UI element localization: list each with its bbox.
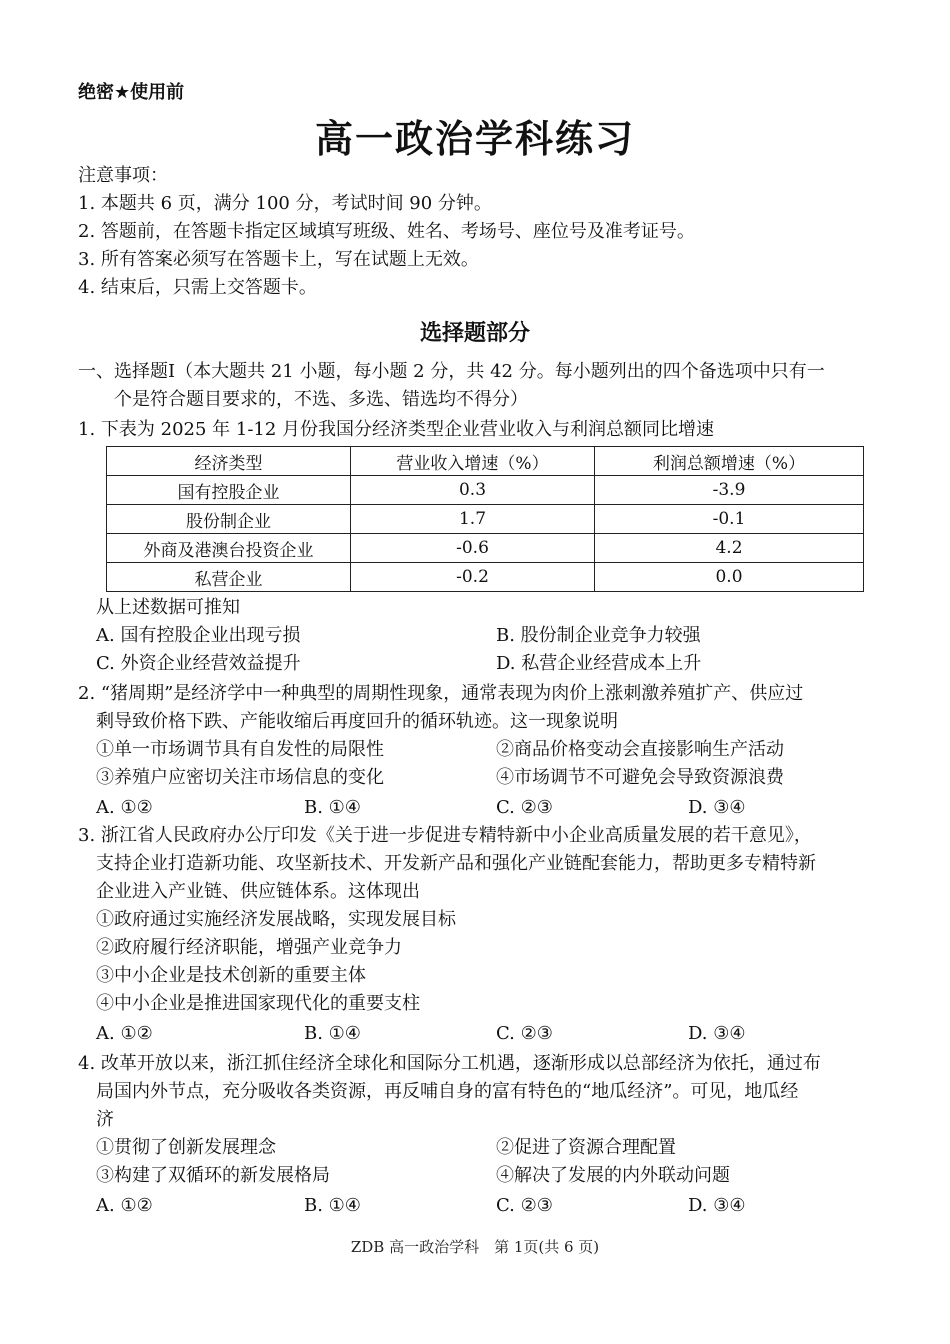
- q4-choice: C. ②③: [496, 1195, 553, 1216]
- table-row: [107, 505, 864, 534]
- table-row: [107, 534, 864, 563]
- table-cell: 1.7: [351, 505, 595, 534]
- q1-option: D. 私营企业经营成本上升: [496, 653, 702, 674]
- q3-choice: C. ②③: [496, 1023, 553, 1044]
- table-cell: 股份制企业: [107, 505, 351, 534]
- q1-option: B. 股份制企业竞争力较强: [496, 625, 701, 646]
- q3-stem-cont: 企业进入产业链、供应链体系。这体现出: [96, 881, 420, 902]
- page-footer: ZDB 高一政治学科 第 1页(共 6 页): [350, 1238, 600, 1256]
- q1-stem: 1. 下表为 2025 年 1-12 月份我国分经济类型企业营业收入与利润总额同比增速: [78, 419, 715, 440]
- q2-choice: A. ①②: [96, 797, 153, 818]
- q2-statement: ④市场调节不可避免会导致资源浪费: [496, 767, 784, 788]
- note-item: 3. 所有答案必须写在答题卡上，写在试题上无效。: [78, 249, 479, 270]
- q2-statement: ③养殖户应密切关注市场信息的变化: [96, 767, 384, 788]
- q1-prompt: 从上述数据可推知: [96, 597, 240, 618]
- note-item: 1. 本题共 6 页，满分 100 分，考试时间 90 分钟。: [78, 193, 492, 214]
- q4-statement: ①贯彻了创新发展理念: [96, 1137, 276, 1158]
- table-row: [107, 476, 864, 505]
- table-cell: -0.6: [351, 534, 595, 563]
- q3-statement: ①政府通过实施经济发展战略，实现发展目标: [96, 909, 456, 930]
- q3-statement: ②政府履行经济职能，增强产业竞争力: [96, 937, 402, 958]
- q3-statement: ④中小企业是推进国家现代化的重要支柱: [96, 993, 420, 1014]
- table-cell: 国有控股企业: [107, 476, 351, 505]
- q2-choice: C. ②③: [496, 797, 553, 818]
- table-cell: -0.1: [595, 505, 864, 534]
- q3-choice: A. ①②: [96, 1023, 153, 1044]
- table-cell: 4.2: [595, 534, 864, 563]
- q3-stem: 3. 浙江省人民政府办公厅印发《关于进一步促进专精特新中小企业高质量发展的若干意见》，: [78, 825, 812, 846]
- table-cell: -3.9: [595, 476, 864, 505]
- q4-statement: ②促进了资源合理配置: [496, 1137, 676, 1158]
- q4-stem: 4. 改革开放以来，浙江抓住经济全球化和国际分工机遇，逐渐形成以总部经济为依托，通过布: [78, 1053, 821, 1074]
- q3-choice: B. ①④: [304, 1023, 361, 1044]
- table-header-cell: 经济类型: [107, 447, 351, 476]
- table-header-row: [107, 447, 864, 476]
- q2-statement: ②商品价格变动会直接影响生产活动: [496, 739, 784, 760]
- q3-stem-cont: 支持企业打造新功能、攻坚新技术、开发新产品和强化产业链配套能力，帮助更多专精特新: [96, 853, 816, 874]
- section-title: 选择题部分: [419, 321, 530, 346]
- q2-stem: 2. “猪周期”是经济学中一种典型的周期性现象，通常表现为肉价上涨刺激养殖扩产、供应过: [78, 683, 804, 704]
- page-title: 高一政治学科练习: [314, 117, 635, 161]
- q4-choice: D. ③④: [688, 1195, 746, 1216]
- table-cell: 0.3: [351, 476, 595, 505]
- table-row: [107, 563, 864, 592]
- q4-stem-cont: 济: [96, 1109, 114, 1130]
- part-instructions-cont: 个是符合题目要求的，不选、多选、错选均不得分）: [114, 389, 528, 410]
- table-cell: 0.0: [595, 563, 864, 592]
- q4-statement: ③构建了双循环的新发展格局: [96, 1165, 330, 1186]
- table-cell: -0.2: [351, 563, 595, 592]
- secret-label: 绝密★使用前: [78, 82, 185, 103]
- table-header-cell: 营业收入增速（%）: [351, 447, 595, 476]
- q2-stem-cont: 剩导致价格下跌、产能收缩后再度回升的循环轨迹。这一现象说明: [96, 711, 618, 732]
- q4-choice: B. ①④: [304, 1195, 361, 1216]
- q2-choice: B. ①④: [304, 797, 361, 818]
- q2-choice: D. ③④: [688, 797, 746, 818]
- note-item: 2. 答题前，在答题卡指定区域填写班级、姓名、考场号、座位号及准考证号。: [78, 221, 695, 242]
- table-cell: 私营企业: [107, 563, 351, 592]
- q3-choice: D. ③④: [688, 1023, 746, 1044]
- note-item: 4. 结束后，只需上交答题卡。: [78, 277, 317, 298]
- q2-statement: ①单一市场调节具有自发性的局限性: [96, 739, 384, 760]
- q1-table: [106, 446, 864, 592]
- q3-statement: ③中小企业是技术创新的重要主体: [96, 965, 366, 986]
- q1-option: C. 外资企业经营效益提升: [96, 653, 301, 674]
- part-instructions: 一、选择题Ⅰ（本大题共 21 小题，每小题 2 分，共 42 分。每小题列出的四个备选项中只有一: [78, 361, 825, 382]
- q4-statement: ④解决了发展的内外联动问题: [496, 1165, 730, 1186]
- q4-choice: A. ①②: [96, 1195, 153, 1216]
- q1-option: A. 国有控股企业出现亏损: [96, 625, 301, 646]
- notes-heading: 注意事项：: [78, 165, 168, 186]
- table-cell: 外商及港澳台投资企业: [107, 534, 351, 563]
- q4-stem-cont: 局国内外节点，充分吸收各类资源，再反哺自身的富有特色的“地瓜经济”。可见，地瓜经: [96, 1081, 799, 1102]
- table-header-cell: 利润总额增速（%）: [595, 447, 864, 476]
